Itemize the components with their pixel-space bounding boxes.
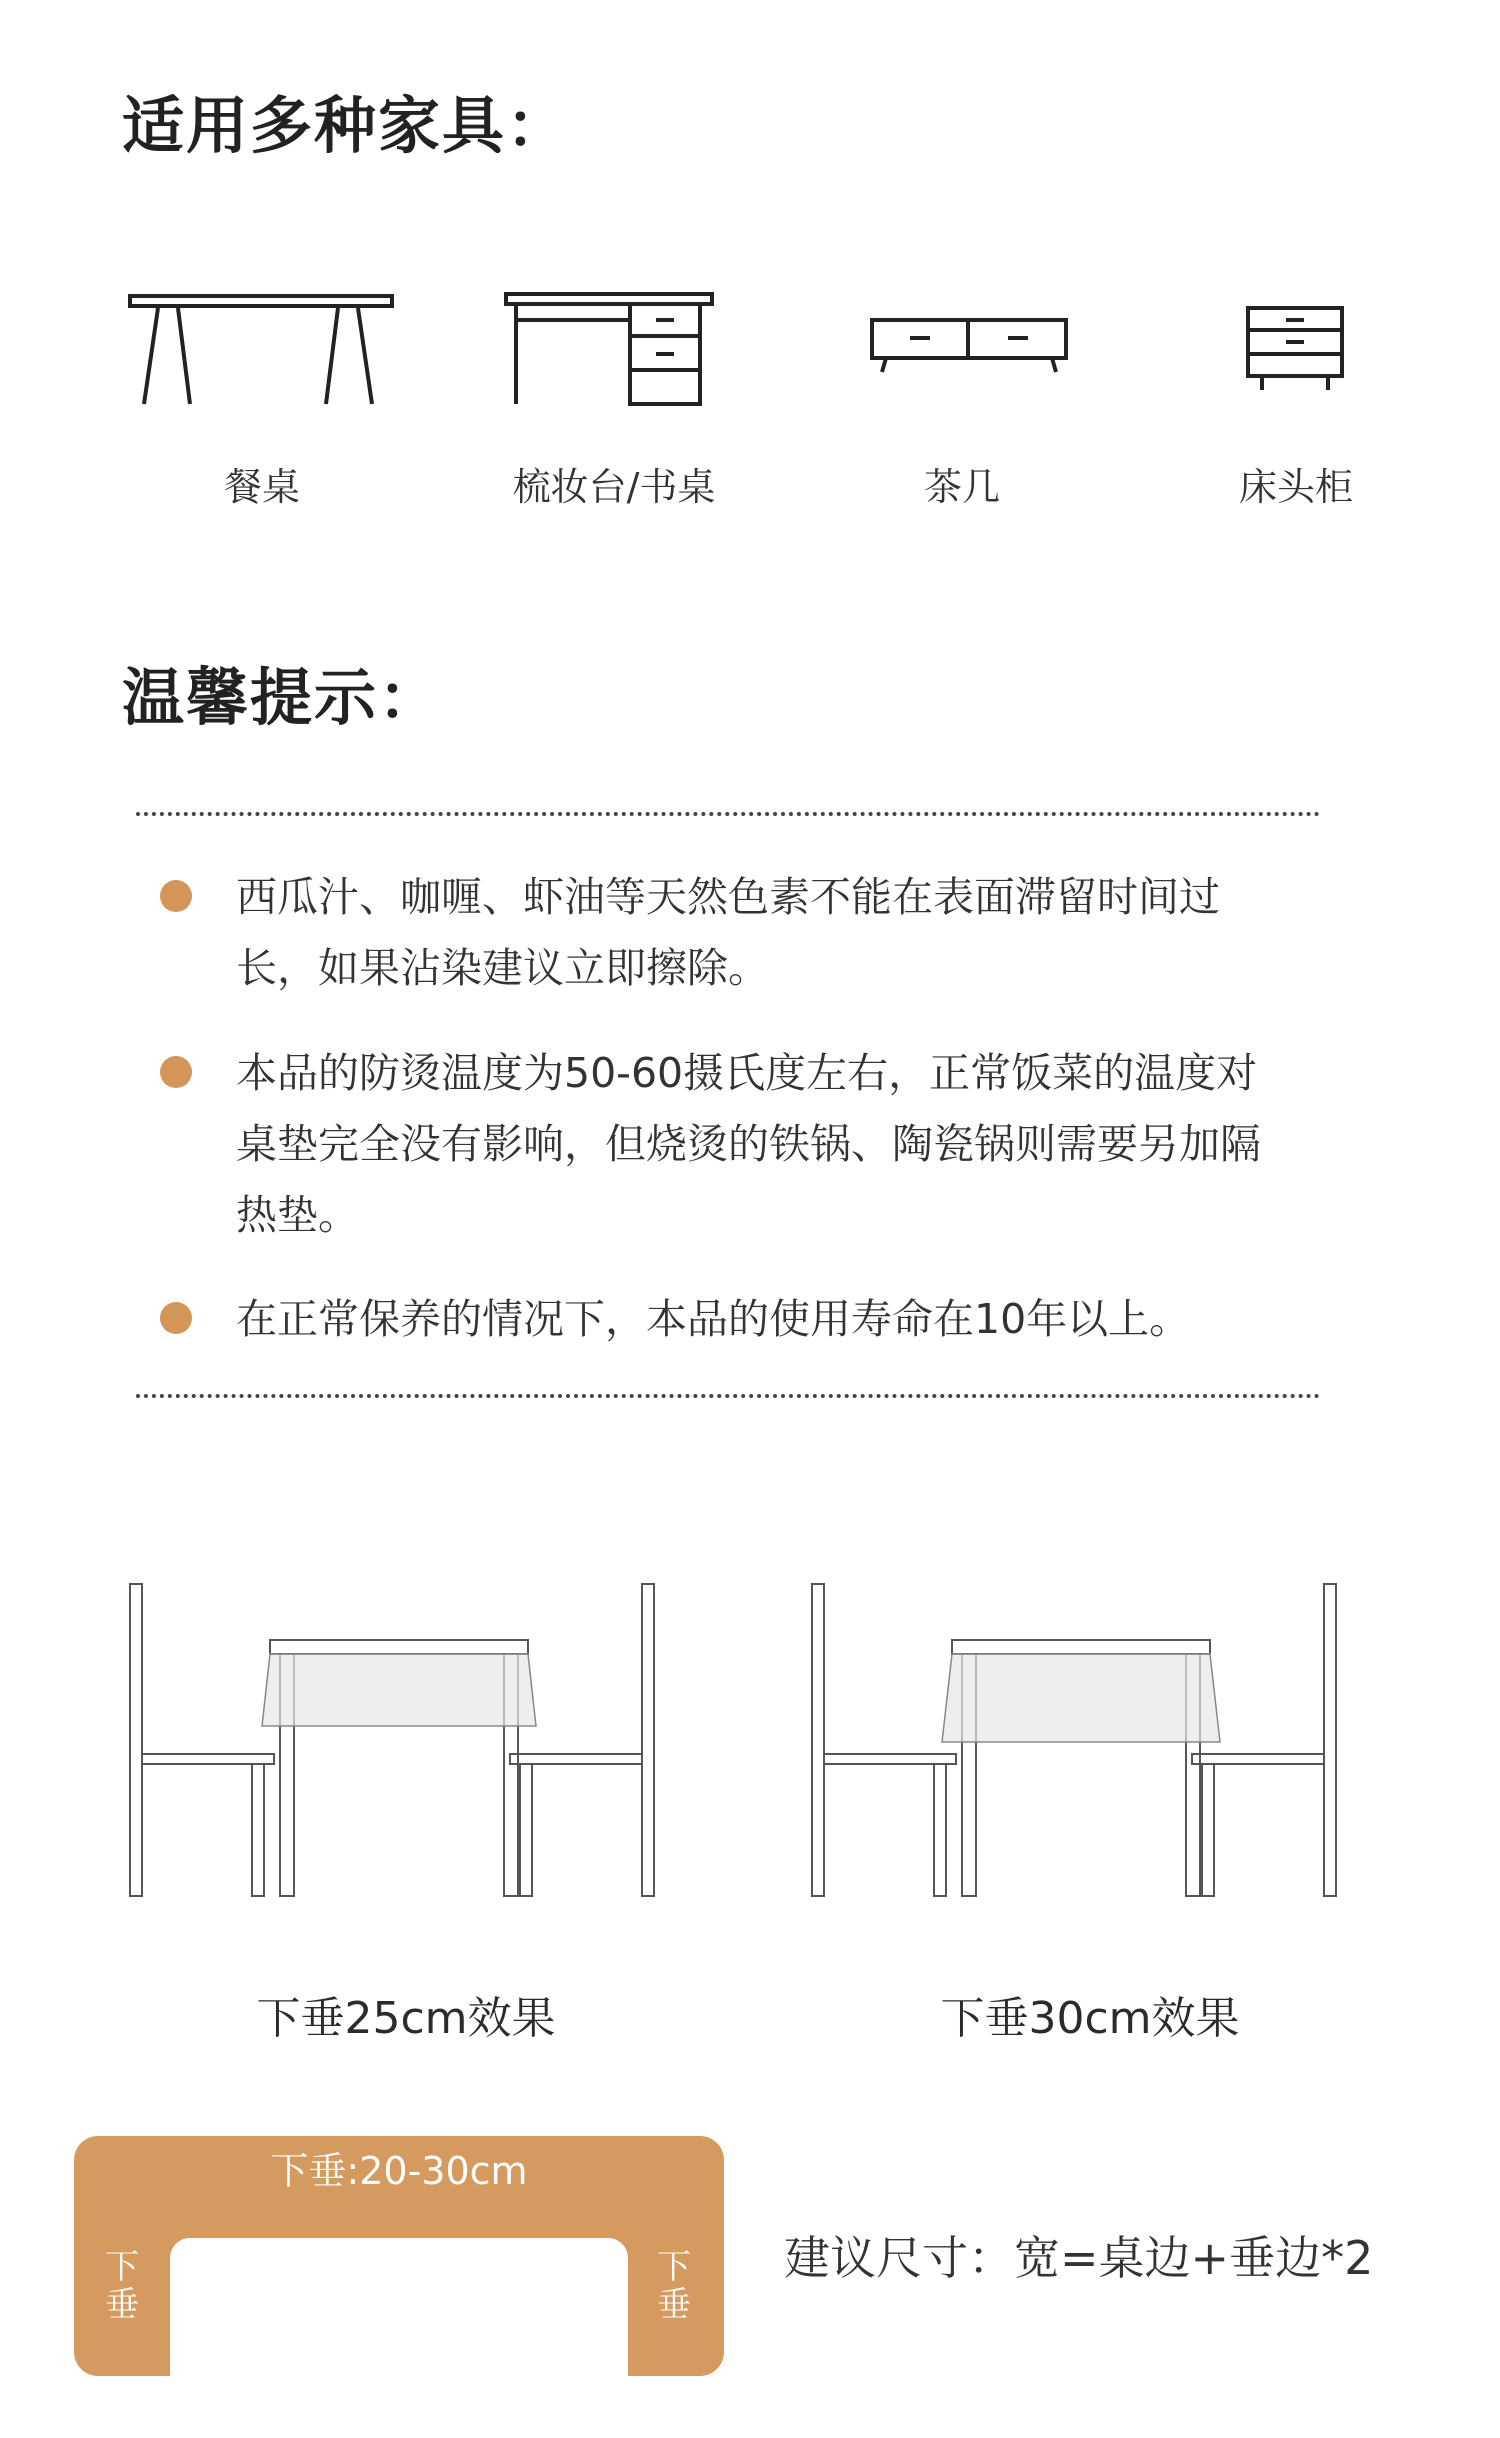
furniture-label: 床头柜: [1238, 465, 1353, 509]
drape-25cm-illustration: [122, 1574, 682, 1904]
divider-top: [136, 812, 1320, 816]
size-suggestion: 建议尺寸：宽=桌边+垂边*2: [784, 2231, 1374, 2285]
tip-text: 在正常保养的情况下，本品的使用寿命在10年以上。: [236, 1295, 1191, 1343]
furniture-label: 梳妆台/书桌: [512, 465, 716, 509]
bullet-icon: [160, 880, 192, 912]
tip-text: 西瓜汁、咖喱、虾油等天然色素不能在表面滞留时间过长，如果沾染建议立即擦除。: [236, 873, 1220, 992]
coffee-table-icon: [866, 310, 1076, 380]
furniture-section-title: 适用多种家具：: [122, 89, 571, 162]
dining-table-icon: [120, 280, 400, 420]
furniture-label: 茶几: [923, 465, 1000, 509]
bullet-icon: [160, 1056, 192, 1088]
drape-caption: 下垂25cm效果: [256, 1993, 556, 2044]
tip-text: 本品的防烫温度为50-60摄氏度左右，正常饭菜的温度对桌垫完全没有影响，但烧烫的铁锅、陶瓷锅则需要另加隔热垫。: [236, 1049, 1261, 1239]
dresser-desk-icon: [500, 280, 720, 420]
drape-caption: 下垂30cm效果: [940, 1993, 1240, 2044]
drape-30cm-illustration: [804, 1574, 1364, 1904]
tip-item: [160, 1038, 1310, 1258]
divider-bottom: [136, 1394, 1320, 1398]
size-guide-table-area: [170, 2238, 628, 2438]
nightstand-icon: [1240, 300, 1350, 400]
tip-item: [160, 862, 1310, 1012]
size-guide-top-label: 下垂:20-30cm: [270, 2149, 528, 2193]
tips-section-title: 温馨提示：: [122, 661, 443, 734]
size-guide-left-label: 下 垂: [105, 2247, 139, 2325]
tip-item: [160, 1284, 1310, 1364]
size-guide-right-label: 下 垂: [657, 2247, 691, 2325]
bullet-icon: [160, 1302, 192, 1334]
furniture-label: 餐桌: [223, 465, 300, 509]
